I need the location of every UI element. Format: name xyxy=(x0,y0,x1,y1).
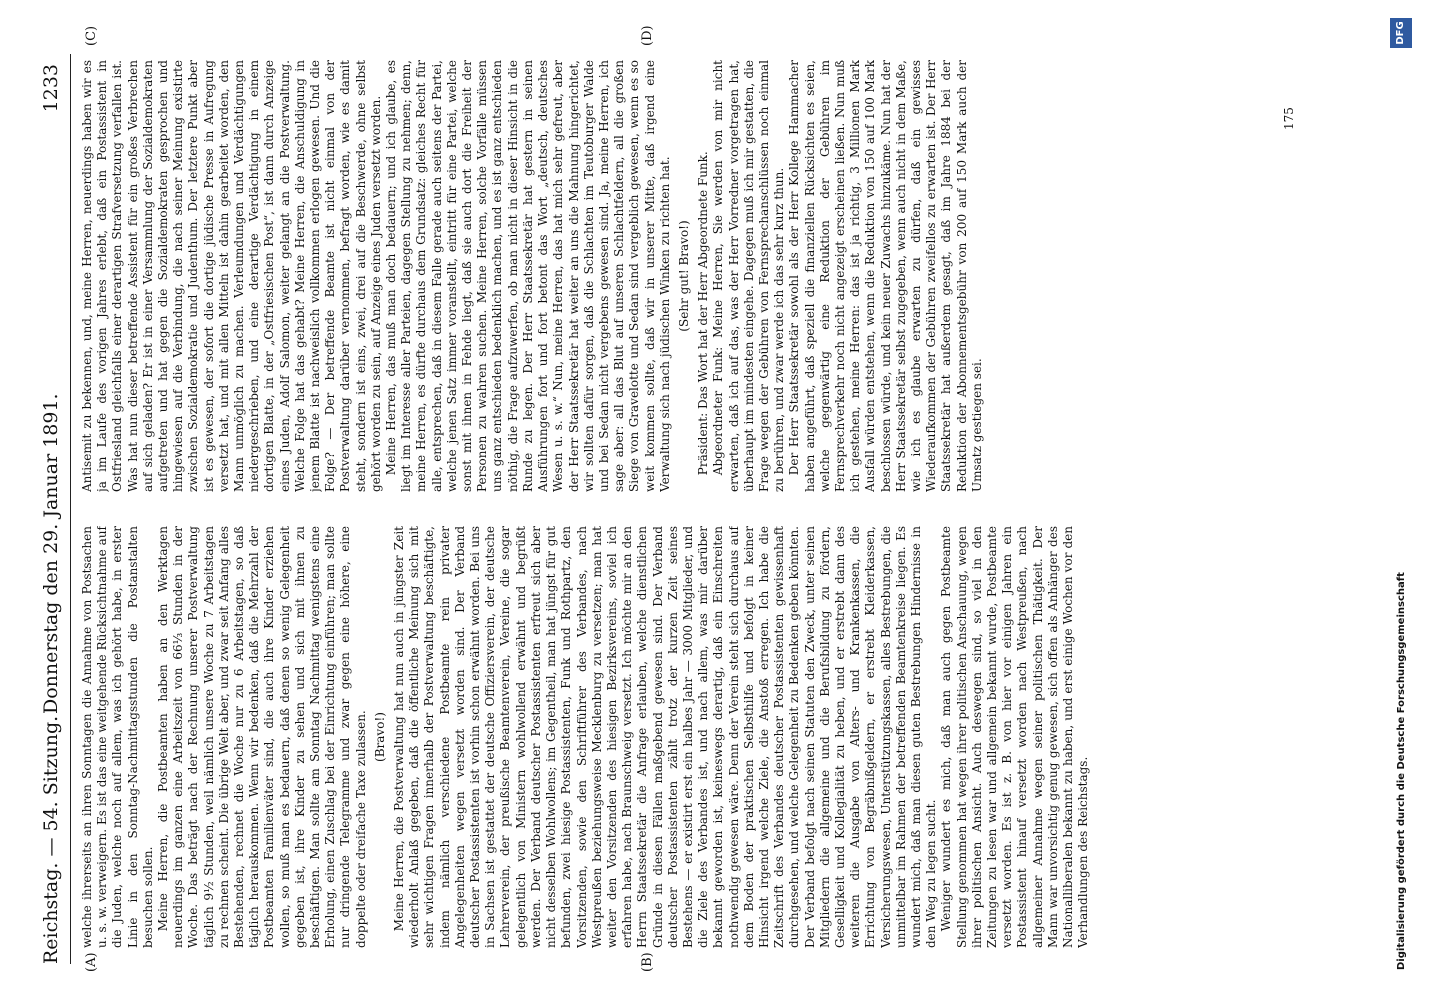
header-page-number: 1233 xyxy=(40,64,62,113)
signature-number: 175 xyxy=(1282,107,1296,130)
paragraph: Der Herr Staatssekretär sowohl als der Herr Kollege Hammacher haben angeführt, daß speziell die finanziellen Rücksichten es seien, welche gegenwärtig eine Reduktion der Gebühren im Fernsprechverkehr noch nicht angezeigt erscheinen ließen. Nun muß ich gestehen, meine Herren: das ist ja richtig, 3 Millionen Mark Ausfall würden entstehen, wenn die Reduktion von 150 auf 100 Mark beschlossen würde, und kein neuer Zuwachs hinzukäme. Nun hat der Herr Staatssekretär selbst zugegeben, wenn auch nicht in dem Maße, wie ich es glaube erwarten zu dürfen, daß ein gewisses Wiederaufkommen der Gebühren zweifellos zu erwarten ist. Der Herr Staatssekretär hat außerdem gesagt, daß im Jahre 1884 bei der Reduktion der Abonnementsgebühr von 200 auf 150 Mark auch der Umsatz gestiegen sei. xyxy=(787,60,984,492)
paragraph: Antisemit zu bekennen, und, meine Herren, neuerdings haben wir es ja im Laufe des vorigen Jahres erlebt, daß ein Postassistent in Ostfriesland gleichfalls einer derartigen Strafversetzung verfallen ist. Was hat nun dieser betreffende Assistent für ein großes Verbrechen auf sich geladen? Er ist in einer Versammlung der Sozialdemokraten aufgetreten und hat gegen die Sozialdemokraten gesprochen und hingewiesen auf die Verbindung, die nach seiner Meinung existirte zwischen Sozialdemokratie und Judenthum. Der letztere Punkt aber ist es gewesen, der sofort die dortige jüdische Presse in Aufregung versetzt hat, und mit allen Mitteln ist dahin gearbeitet worden, den Mann unmöglich zu machen. Verleumdungen und Verdächtigungen niedergeschrieben, und eine derartige Verdächtigung in einem dortigen Blatte, in der „Ostfriesischen Post“, ist dann durch Anzeige eines Juden, Adolf Salomon, weiter gelangt an die Postverwaltung. Welche Folge hat das gehabt? Meine Herren, die Anschuldigung in jenem Blatte ist nachweislich vollkommen erlogen gewesen. Und die Folge? — Der betreffende Beamte ist nicht einmal von der Postverwaltung darüber vernommen, befragt worden, wie es damit steht, sondern ist eins, zwei, drei auf die Beschwerde, ohne selbst gehört worden zu sein, auf Anzeige eines Juden versetzt worden. xyxy=(80,60,383,492)
paragraph: Weniger wundert es mich, daß man auch gegen Postbeamte Stellung genommen hat wegen ihrer politischen Anschauung, wegen ihrer politischen Ansicht. Auch deswegen sind, so viel in den Zeitungen zu lesen war und allgemein bekannt wurde, Postbeamte versetzt worden. Es ist z. B. von hier vor einigen Jahren ein Postassistent hinauf versetzt worden nach Westpreußen, nach allgemeiner Annahme wegen seiner politischen Thätigkeit. Der Mann war unvorsichtig genug gewesen, sich offen als Anhänger des Nationalliberalen bekannt zu haben, und erst einige Wochen vor den Verhandlungen des Reichstags. xyxy=(939,526,1091,948)
page-header xyxy=(36,64,66,964)
paragraph: Meine Herren, das muß man doch bedauern; und ich glaube, es liegt im Interesse aller Parteien, dagegen Stellung zu nehmen; denn, meine Herren, es dürfte durchaus dem Grundsatz: gleiches Recht für alle, entsprechen, daß in diesem Falle gerade auch seitens der Partei, welche jenen Satz immer voranstellt, eintritt für eine Partei, welche sonst mit ihnen in Fehde liegt, daß sie auch dort die Freiheit der Personen zu wahren suchen. Meine Herren, solche Vorfälle müssen uns ganz entschieden bedenklich machen, und es ist ganz entschieden nöthig, die Frage aufzuwerfen, ob man nicht in dieser Hinsicht in die Runde zu legen. Der Herr Staatssekretär hat gestern in seinen Ausführungen fort und fort betont das Wort „deutsch, deutsches Wesen u. s. w.“ Nun, meine Herren, das hat mich sehr gefreut, aber der Herr Staatssekretär hat weiter an uns die Mahnung hingerichtet, wir sollten dafür sorgen, daß die Schlachten im Teutoburger Walde und bei Sedan nicht vergebens gewesen sind. Ja, meine Herren, ich sage aber: all das Blut auf unseren Schlachtfeldern, all die großen Siege von Gravelotte und Sedan sind vergeblich gewesen, wenn es so weit kommen sollte, daß wir in unserer Mitte, daß irgend eine Verwaltung sich nach jüdischen Winken zu richten hat. xyxy=(384,60,672,492)
header-date: Donnerstag den 29. Januar 1891. xyxy=(40,393,62,714)
header-rule xyxy=(70,54,71,964)
speaker-paragraph: Abgeordneter Funk: Meine Herren, Sie werden von mir nicht erwarten, daß ich auf das, was der Herr Vorredner vorgetragen hat, überhaupt im mindesten eingehe. Dagegen muß ich mir gestatten, die Frage wegen der Gebühren von Fernsprechanschlüssen noch einmal zu berühren, und zwar werde ich das sehr kurz thun. xyxy=(711,60,787,492)
margin-marker-c: (C) xyxy=(84,25,99,46)
header-session: Reichstag. — 54. Sitzung. xyxy=(40,715,62,964)
right-column xyxy=(80,60,1270,492)
paragraph: Meine Herren, die Postbeamten haben an den Werktagen neuerdings im ganzen eine Arbeitszeit von 66⅓ Stunden in der Woche. Das beträgt nach der Rechnung unserer Postverwaltung täglich 9½ Stunden, weil nämlich unsere Woche zu 7 Arbeitstagen zu rechnen scheint. Die übrige Welt aber, und zwar seit Anfang alles Bestehenden, rechnet die Woche nur zu 6 Arbeitstagen, so daß täglich herauskommen. Wenn wir bedenken, daß die Mehrzahl der Postbeamten Familienväter sind, die auch ihre Kinder erziehen wollen, so muß man es bedauern, daß denen so wenig Gelegenheit gegeben ist, ihre Kinder zu sehen und sich mit ihnen zu beschäftigen. Man sollte am Sonntag Nachmittag wenigstens eine Erholung, einen Zuschlag bei der Einrichtung einführen; man sollte nur dringende Telegramme und zwar gegen eine höhere, eine doppelte oder dreifache Taxe zulassen. xyxy=(156,526,368,948)
paragraph: Meine Herren, die Postverwaltung hat nun auch in jüngster Zeit wiederholt Anlaß gegeben, daß die öffentliche Meinung sich mit sehr wichtigen Fragen innerhalb der Postverwaltung beschäftigte, indem nämlich verschiedene Postbeamte rein privater Angelegenheiten wegen versetzt worden sind. Der Verband deutscher Postassistenten ist vorhin schon erwähnt worden. Bei uns in Sachsen ist gestattet der deutsche Offiziersverein, der deutsche Lehrerverein, der preußische Beamtenverein, Vereine, die sogar gelegentlich von Ministern wohlwollend erwähnt und begrüßt werden. Der Verband deutscher Postassistenten erfreut sich aber nicht desselben Wohlwollens; im Gegentheil, man hat jüngst für gut befunden, zwei hiesige Postassistenten, Funk und Rothpartz, den Vorsitzenden, sowie den Schriftführer des Verbandes, nach Westpreußen beziehungsweise Mecklenburg zu versetzen; man hat weiter den Vorsitzenden des hiesigen Bezirksvereins, soviel ich erfahren habe, nach Braunschweig versetzt. Ich möchte mir an den Herrn Staatssekretär die Anfrage erlauben, welche dienstlichen Gründe in diesen Fällen maßgebend gewesen sind. Der Verband deutscher Postassistenten zählt trotz der kurzen Zeit seines Bestehens — er existirt erst ein halbes Jahr — 3000 Mitglieder, und die Ziele des Verbandes ist, und nach allem, was mir darüber bekannt geworden ist, keineswegs derartig, daß ein Einschreiten nothwendig gewesen wäre. Denn der Verein steht sich durchaus auf dem Boden der praktischen Selbsthilfe und befolgt in keiner Hinsicht irgend welche Ziele, die Anstoß erregen. Ich habe die Zeitschrift des Verbandes deutscher Postassistenten gewissenhaft durchgesehen, und welche Gelegenheit zu Bedenken geben könnten. Der Verband befolgt nach seinen Statuten den Zweck, unter seinen Mitgliedern die allgemeine und die Berufsbildung zu fördern, Geselligkeit und Kollegialität zu heben, und er erstrebt dann des weiteren die Ausgabe von Alters- und Krankenkassen, die Errichtung von Begräbnißgeldern, er erstrebt Kleiderkassen, Versicherungswesen, Unterstützungskassen, alles Bestrebungen, die unmittelbar im Rahmen der betreffenden Beamtenkreise liegen. Es wundert mich, daß man diesen guten Bestrebungen Hindernisse in den Weg zu legen sucht. xyxy=(392,526,939,948)
dfg-logo: DFG xyxy=(1390,18,1412,48)
speaker-paragraph: Präsident: Das Wort hat der Herr Abgeordnete Funk. xyxy=(696,151,711,476)
interjection: (Sehr gut! Bravo!) xyxy=(676,220,691,332)
left-column xyxy=(80,526,1270,948)
margin-marker-b: (B) xyxy=(640,952,655,972)
interjection: (Bravo!) xyxy=(372,712,387,762)
paragraph: welche ihrerseits an ihren Sonntagen die Annahme von Postsachen u. s. w. verweigern. Es ist das eine weitgehende Rücksichtnahme auf die Juden, welche noch auf allem, was ich gehört habe, in erster Linie in den Sonntag-Nachmittagsstunden die Postanstalten besuchen sollen. xyxy=(80,526,155,948)
margin-marker-a: (A) xyxy=(84,952,99,972)
margin-marker-d: (D) xyxy=(640,25,655,46)
dfg-credit: Digitalisierung gefördert durch die Deutsche Forschungsgemeinschaft xyxy=(1396,572,1407,970)
